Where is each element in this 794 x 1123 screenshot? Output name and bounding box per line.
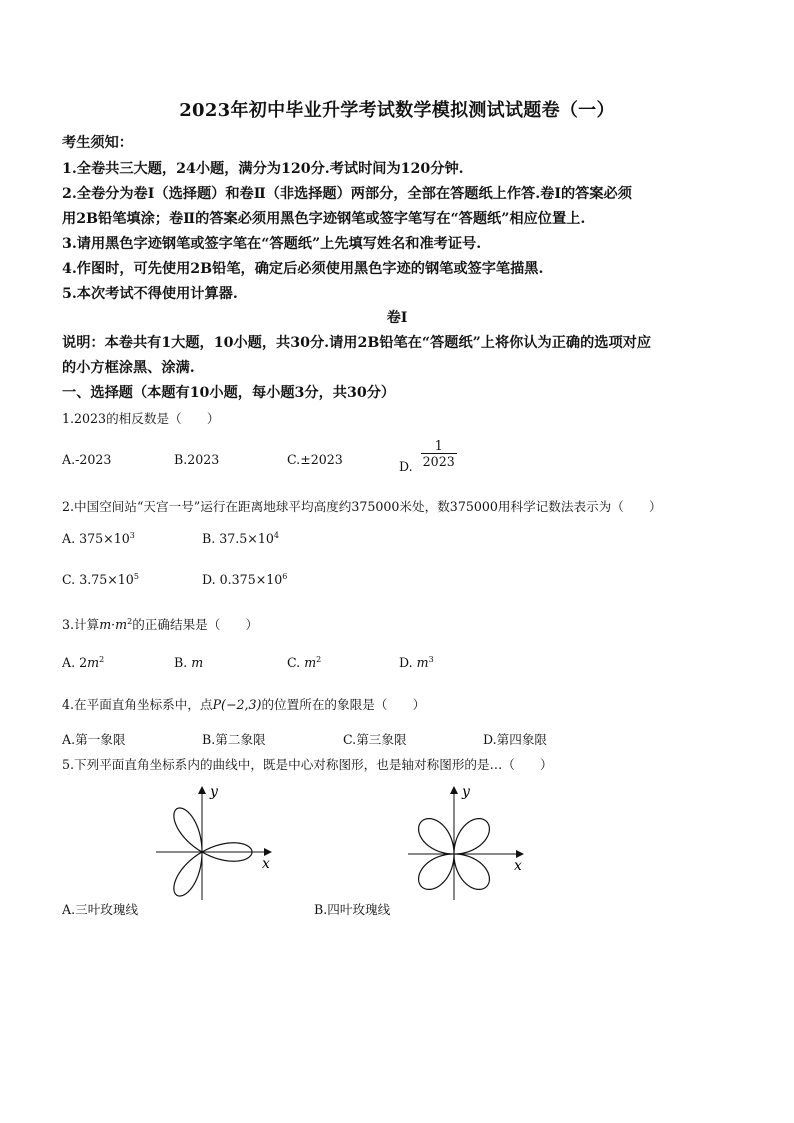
q4-option-b: B.第二象限 [202,732,266,747]
x-axis-label: x [262,856,270,872]
fraction [421,438,457,469]
q2-option-b [202,531,279,546]
q2-option-d-base: D. 0.375×10 [202,572,283,588]
question-3-stem [62,614,258,633]
q2-option-c [62,572,139,587]
q4-option-a: A.第一象限 [62,732,126,747]
q2-option-d-exponent: 6 [282,572,288,581]
q3-option-c-prefix: C. [287,655,305,671]
q3-option-d-prefix: D. [399,655,417,671]
q3-stem-suffix: 的正确结果是（ ） [132,617,259,632]
notice-line-2a: 2.全卷分为卷Ⅰ（选择题）和卷Ⅱ（非选择题）两部分，全部在答题纸上作答.卷Ⅰ的答案必须 [62,186,632,202]
notice-heading: 考生须知： [62,135,133,151]
page-title: 2023年初中毕业升学考试数学模拟测试试题卷（一） [179,100,615,121]
q2-option-b-exponent: 4 [273,531,279,540]
q3-option-c [287,655,321,670]
q4-stem-suffix: 的位置所在的象限是（ ） [261,697,426,712]
q4-stem-point: P(−2,3) [212,697,262,712]
q3-stem-prefix: 3.计算 [62,617,100,632]
q3-stem-expression: m·m [99,617,128,632]
q4-option-c: C.第三象限 [343,732,407,747]
notice-line-1: 1.全卷共三大题，24小题，满分为120分.考试时间为120分钟. [62,161,464,177]
q3-option-a-variable: m [87,655,100,671]
question-5-stem: 5.下列平面直角坐标系内的曲线中，既是中心对称图形，也是轴对称图形的是…（ ） [62,757,553,772]
x-axis-label: x [514,858,522,874]
q2-option-d [202,572,287,587]
fraction-numerator: 1 [434,438,443,453]
notice-line-2b: 用2B铅笔填涂；卷Ⅱ的答案必须用黑色字迹钢笔或签字笔写在“答题纸”相应位置上. [62,211,586,227]
q3-option-b [174,655,203,670]
q3-option-d [399,655,434,670]
q2-option-a [62,531,135,546]
q5-option-b: B.四叶玫瑰线 [314,902,391,917]
notice-line-5: 5.本次考试不得使用计算器. [62,286,238,302]
four-leaf-rose-figure [402,782,532,902]
q1-option-a: A.-2023 [62,452,112,467]
y-axis-label: y [210,784,218,800]
q1-option-d [399,438,457,474]
three-leaf-rose-figure [150,782,280,902]
q1-option-c: C.±2023 [287,452,343,467]
q3-option-a-prefix: A. 2 [62,655,88,671]
question-2-stem: 2.中国空间站“天宫一号”运行在距离地球平均高度约375000米处，数375000用科学记数法表示为（ ） [62,499,662,514]
y-axis-label: y [462,784,470,800]
q5-option-a: A.三叶玫瑰线 [62,902,139,917]
question-4-stem [62,694,425,713]
q3-option-a-exponent: 2 [99,655,105,664]
volume-desc-a: 说明：本卷共有1大题，10小题，共30分.请用2B铅笔在“答题纸”上将你认为正确的选项对应 [62,335,652,351]
q2-option-c-exponent: 5 [133,572,139,581]
q3-option-a [62,655,104,670]
q4-stem-prefix: 4.在平面直角坐标系中，点 [62,697,213,712]
q2-option-b-base: B. 37.5×10 [202,531,274,547]
q3-stem-exponent: 2 [127,616,133,626]
q3-option-c-exponent: 2 [316,655,322,664]
q1-option-b: B.2023 [174,452,220,467]
volume-desc-b: 的小方框涂黑、涂满. [62,360,195,376]
question-1-stem: 1.2023的相反数是（ ） [62,411,220,426]
q2-option-a-base: A. 375×10 [62,531,130,547]
q3-option-d-variable: m [416,655,429,671]
q1-option-d-label: D. [399,459,413,474]
q3-option-d-exponent: 3 [428,655,434,664]
notice-line-3: 3.请用黑色字迹钢笔或签字笔在“答题纸”上先填写姓名和准考证号. [62,236,482,252]
fraction-denominator: 2023 [422,454,455,469]
volume-heading: 卷Ⅰ [386,310,408,326]
section-heading: 一、选择题（本题有10小题，每小题3分，共30分） [62,385,396,401]
notice-line-4: 4.作图时，可先使用2B铅笔，确定后必须使用黑色字迹的钢笔或签字笔描黑. [62,261,544,277]
q2-option-c-base: C. 3.75×10 [62,572,134,588]
q3-option-b-prefix: B. [174,655,192,670]
q3-option-c-variable: m [304,655,317,671]
q3-option-b-variable: m [191,655,204,670]
q2-option-a-exponent: 3 [129,531,135,540]
q4-option-d: D.第四象限 [483,732,548,747]
